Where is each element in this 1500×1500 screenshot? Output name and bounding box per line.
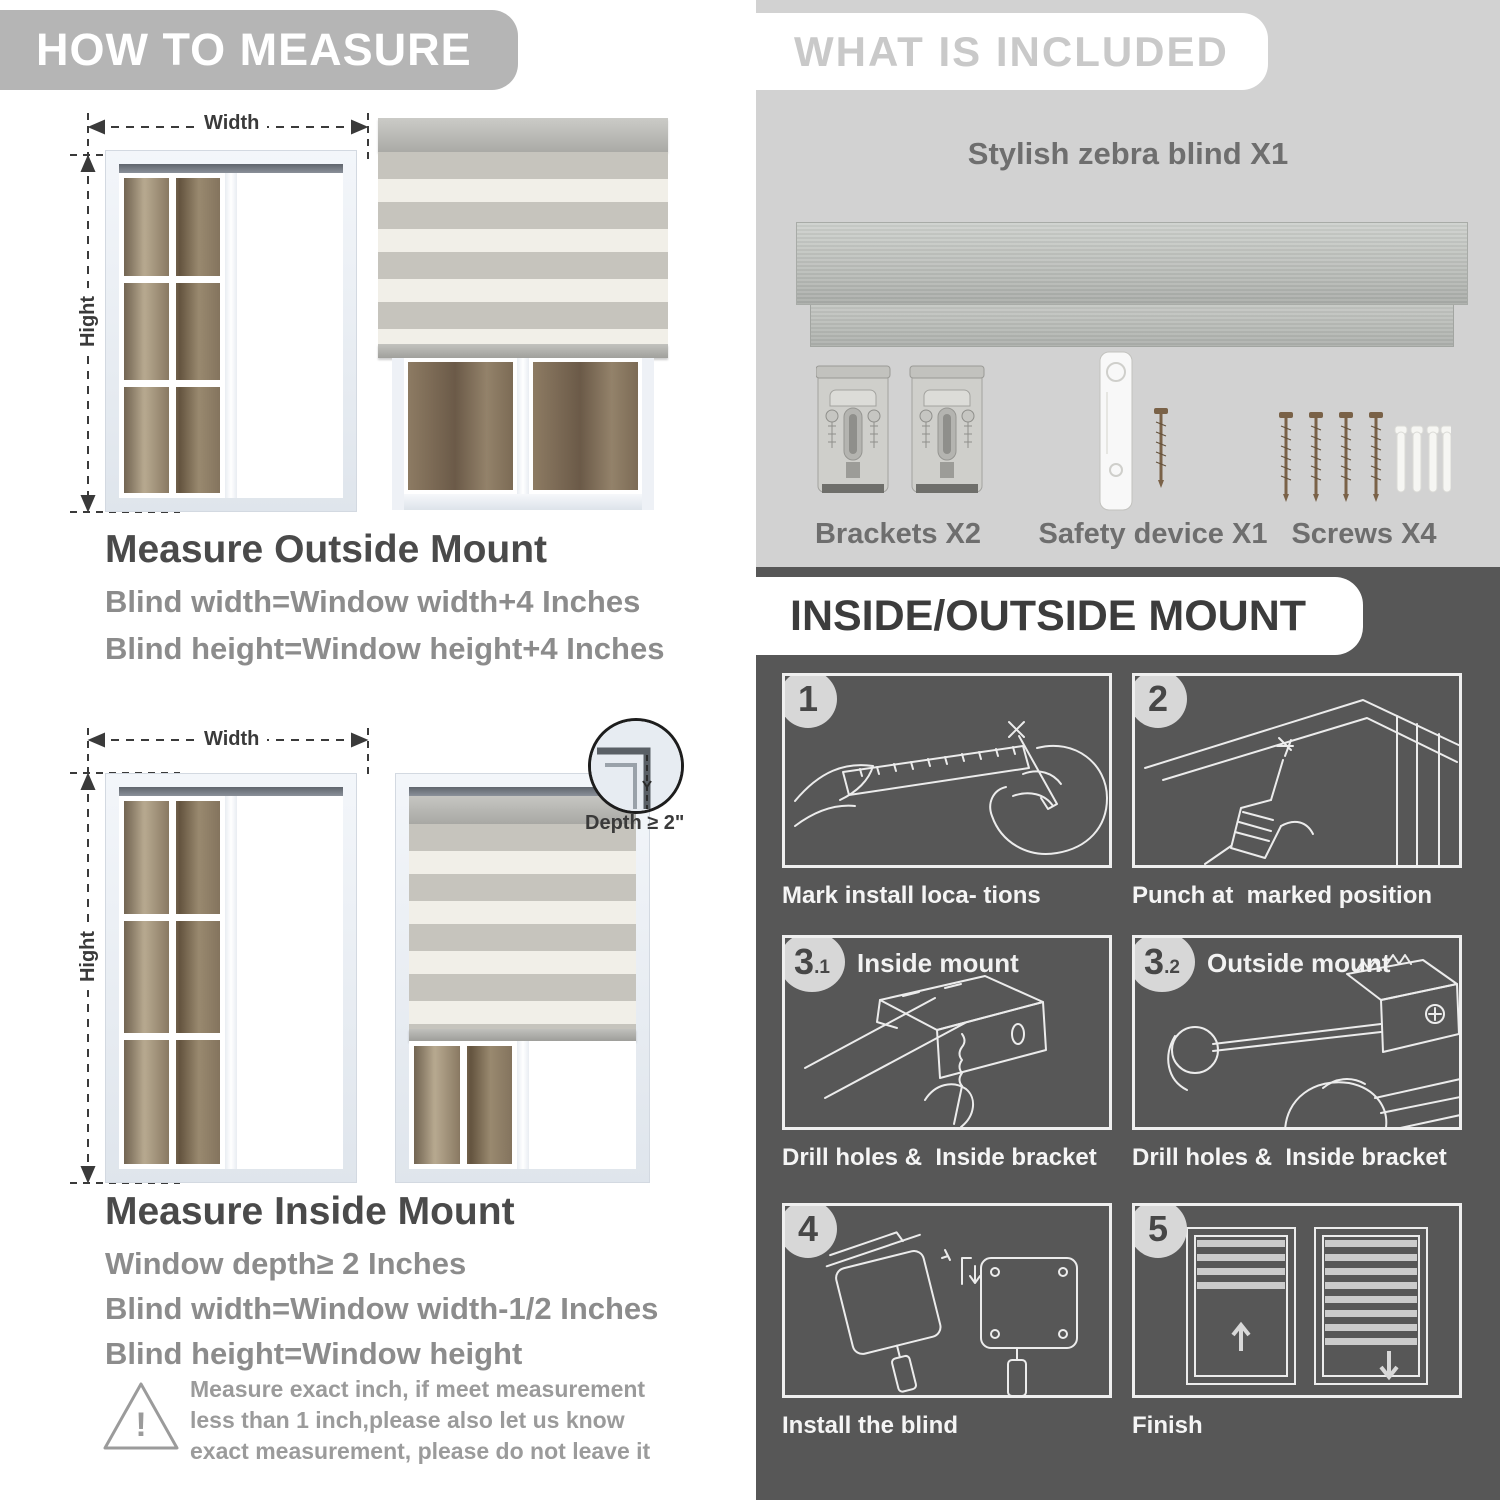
width-label-inside: Width — [196, 728, 267, 751]
step-5-caption: Finish — [1132, 1412, 1203, 1439]
mount-header: INSIDE/OUTSIDE MOUNT — [756, 577, 1363, 655]
zebra-blind-rolled-bar-flap — [810, 305, 1454, 347]
step-1-caption: Mark install loca- tions — [782, 882, 1041, 909]
what-is-included-panel — [756, 0, 1500, 567]
step-4-badge: 4 — [782, 1203, 837, 1258]
height-label-inside: Hight — [77, 923, 100, 990]
blind-bottom-rail — [409, 1029, 636, 1041]
step-3-2-badge: 3 .2 — [1132, 935, 1195, 992]
window-illustration-outside — [105, 150, 357, 512]
step-3-2-panel — [1132, 935, 1462, 1130]
safety-device-icon — [1096, 350, 1186, 515]
blind-striped-fabric — [378, 152, 668, 344]
outside-mount-line2: Blind height=Window height+4 Inches — [105, 631, 665, 666]
step-3-1-title: Inside mount — [857, 948, 1019, 978]
inside-mount-line3: Blind height=Window height — [105, 1336, 523, 1371]
safety-device-label: Safety device X1 — [1038, 518, 1268, 550]
inside-mount-line2: Blind width=Window width-1/2 Inches — [105, 1291, 659, 1326]
window-casement-left — [119, 173, 225, 498]
step-3-1-caption: Drill holes & Inside bracket — [782, 1144, 1097, 1171]
step-3-2-caption: Drill holes & Inside bracket — [1132, 1144, 1447, 1171]
screws-label: Screws X4 — [1291, 518, 1437, 550]
step-3-1-panel — [782, 935, 1112, 1130]
step-3-2-title: Outside mount — [1207, 948, 1391, 978]
blind-cassette — [378, 118, 668, 152]
window-illustration-inside — [105, 773, 357, 1183]
step-2-caption: Punch at marked position — [1132, 882, 1433, 909]
depth-callout-circle — [588, 718, 684, 814]
frame-corner-zoom — [591, 721, 681, 811]
mount-instructions-panel — [756, 567, 1500, 1500]
window-top-rail — [119, 164, 343, 173]
step-4-panel — [782, 1203, 1112, 1398]
inside-mount-heading: Measure Inside Mount — [105, 1190, 515, 1233]
step-2-badge: 2 — [1132, 673, 1187, 728]
step-2-panel — [1132, 673, 1462, 868]
blind-striped-fabric — [409, 824, 636, 1029]
step-5-badge: 5 — [1132, 1203, 1187, 1258]
what-is-included-header: WHAT IS INCLUDED — [756, 13, 1268, 90]
zebra-blind-outside-illustration — [378, 118, 668, 510]
brackets-icon — [816, 360, 986, 505]
step-3-1-badge: 3 .1 — [782, 935, 845, 992]
window-casement-right — [237, 173, 343, 498]
window-lower-fragment — [392, 358, 654, 510]
warning-triangle-icon — [100, 1378, 182, 1456]
outside-mount-line1: Blind width=Window width+4 Inches — [105, 584, 641, 619]
how-to-measure-header: HOW TO MEASURE — [0, 10, 518, 90]
screws-icon — [1271, 412, 1451, 507]
step-1-badge: 1 — [782, 673, 837, 728]
svg-text:!: ! — [135, 1406, 147, 1444]
width-label-outside: Width — [196, 112, 267, 135]
step-1-panel — [782, 673, 1112, 868]
step-4-caption: Install the blind — [782, 1412, 959, 1439]
inside-mount-line1: Window depth≥ 2 Inches — [105, 1246, 467, 1281]
height-label-outside: Hight — [77, 288, 100, 355]
product-label: Stylish zebra blind X1 — [967, 136, 1289, 171]
zebra-blind-rolled-bar — [796, 222, 1468, 305]
outside-mount-heading: Measure Outside Mount — [105, 528, 548, 571]
step-5-panel — [1132, 1203, 1462, 1398]
window-center-post — [225, 173, 237, 498]
depth-label: Depth ≥ 2" — [585, 812, 685, 834]
brackets-label: Brackets X2 — [814, 518, 982, 550]
measure-warning-text: Measure exact inch, if meet measurement less than 1 inch,please also let us know exact measurement, please do not leave it — [190, 1376, 651, 1464]
blind-bottom-rail — [378, 344, 668, 358]
